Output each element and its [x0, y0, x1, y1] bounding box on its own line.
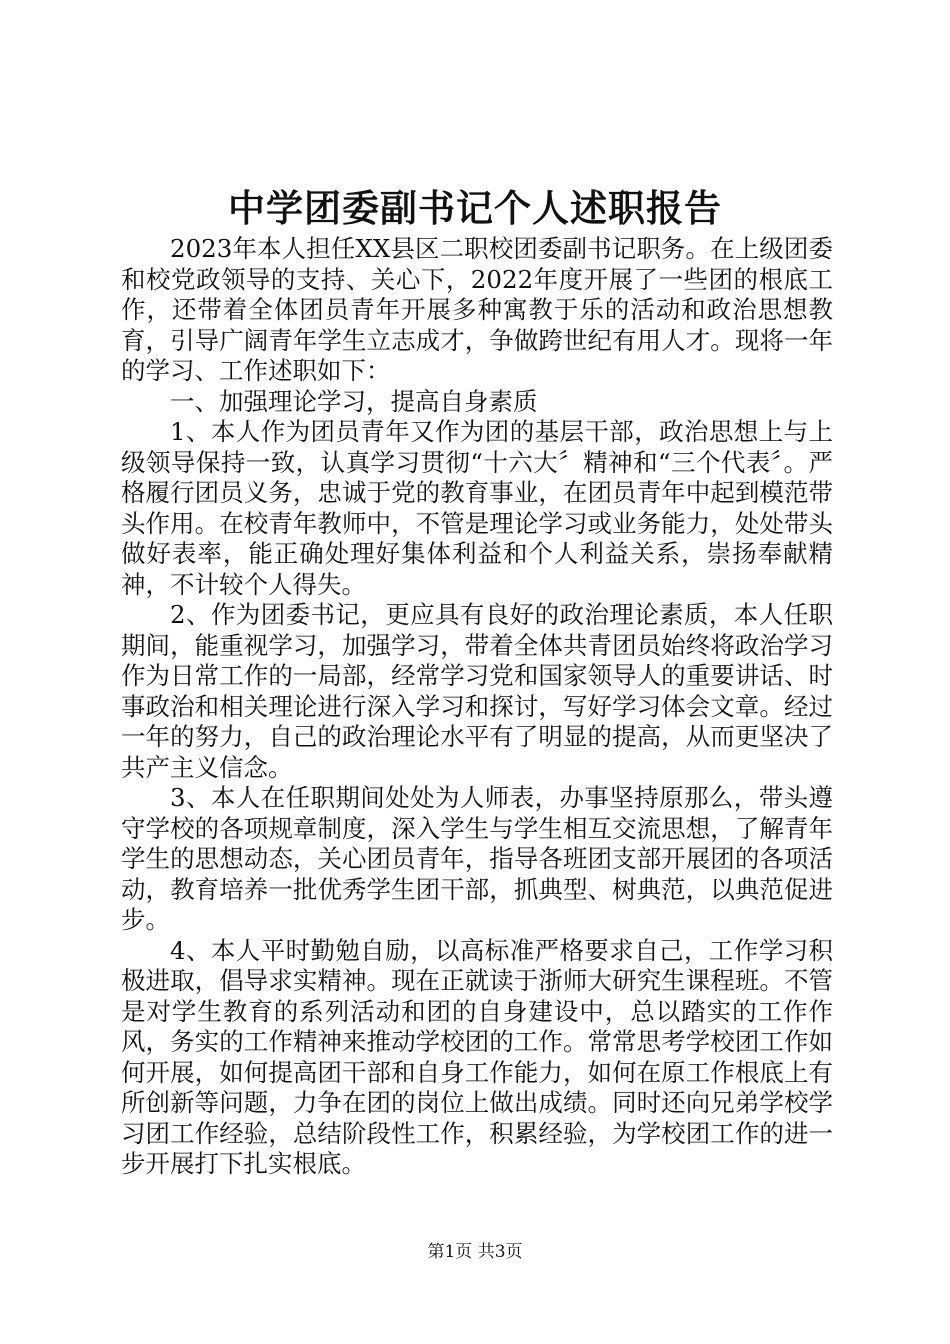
paragraph-item-4: 4、本人平时勤勉自励，以高标准严格要求自己，工作学习积极进取，倡导求实精神。现在正就读于浙师大研究生课程班。不管是对学生教育的系列活动和团的自身建设中，总以踏实的工作作风，务实的工作精神来推动学校团的工作。常常思考学校团工作如何开展，如何提高团干部和自身工作能力，如何在原工作根底上有所创新等问题，力争在团的岗位上做出成绩。同时还向兄弟学校学习团工作经验，总结阶段性工作，积累经验，为学校团工作的进一步开展打下扎实根底。	[121, 935, 833, 1178]
paragraph-intro: 2023年本人担任XX县区二职校团委副书记职务。在上级团委和校党政领导的支持、关心下，2022年度开展了一些团的根底工作，还带着全体团员青年开展多种寓教于乐的活动和政治思想教育，引导广阔青年学生立志成才，争做跨世纪有用人才。现将一年的学习、工作述职如下：	[121, 234, 833, 385]
document-body	[121, 234, 833, 1180]
document-title: 中学团委副书记个人述职报告	[228, 186, 722, 230]
paragraph-item-2: 2、作为团委书记，更应具有良好的政治理论素质，本人任职期间，能重视学习，加强学习，带着全体共青团员始终将政治学习作为日常工作的一局部，经常学习党和国家领导人的重要讲话、时事政治和相关理论进行深入学习和探讨，写好学习体会文章。经过一年的努力，自己的政治理论水平有了明显的提高，从而更坚决了共产主义信念。	[121, 600, 833, 782]
paragraph-item-3: 3、本人在任职期间处处为人师表，办事坚持原那么，带头遵守学校的各项规章制度，深入学生与学生相互交流思想，了解青年学生的思想动态，关心团员青年，指导各班团支部开展团的各项活动，教育培养一批优秀学生团干部，抓典型、树典范，以典范促进步。	[121, 783, 833, 934]
section-heading: 一、加强理论学习，提高自身素质	[170, 386, 538, 416]
page-number-footer: 第1页 共3页	[427, 1242, 523, 1262]
paragraph-item-1: 1、本人作为团员青年又作为团的基层干部，政治思想上与上级领导保持一致，认真学习贯彻“十六大〞精神和“三个代表〞。严格履行团员义务，忠诚于党的教育事业，在团员青年中起到模范带头作用。在校青年教师中，不管是理论学习或业务能力，处处带头做好表率，能正确处理好集体利益和个人利益关系，崇扬奉献精神，不计较个人得失。	[121, 417, 833, 599]
